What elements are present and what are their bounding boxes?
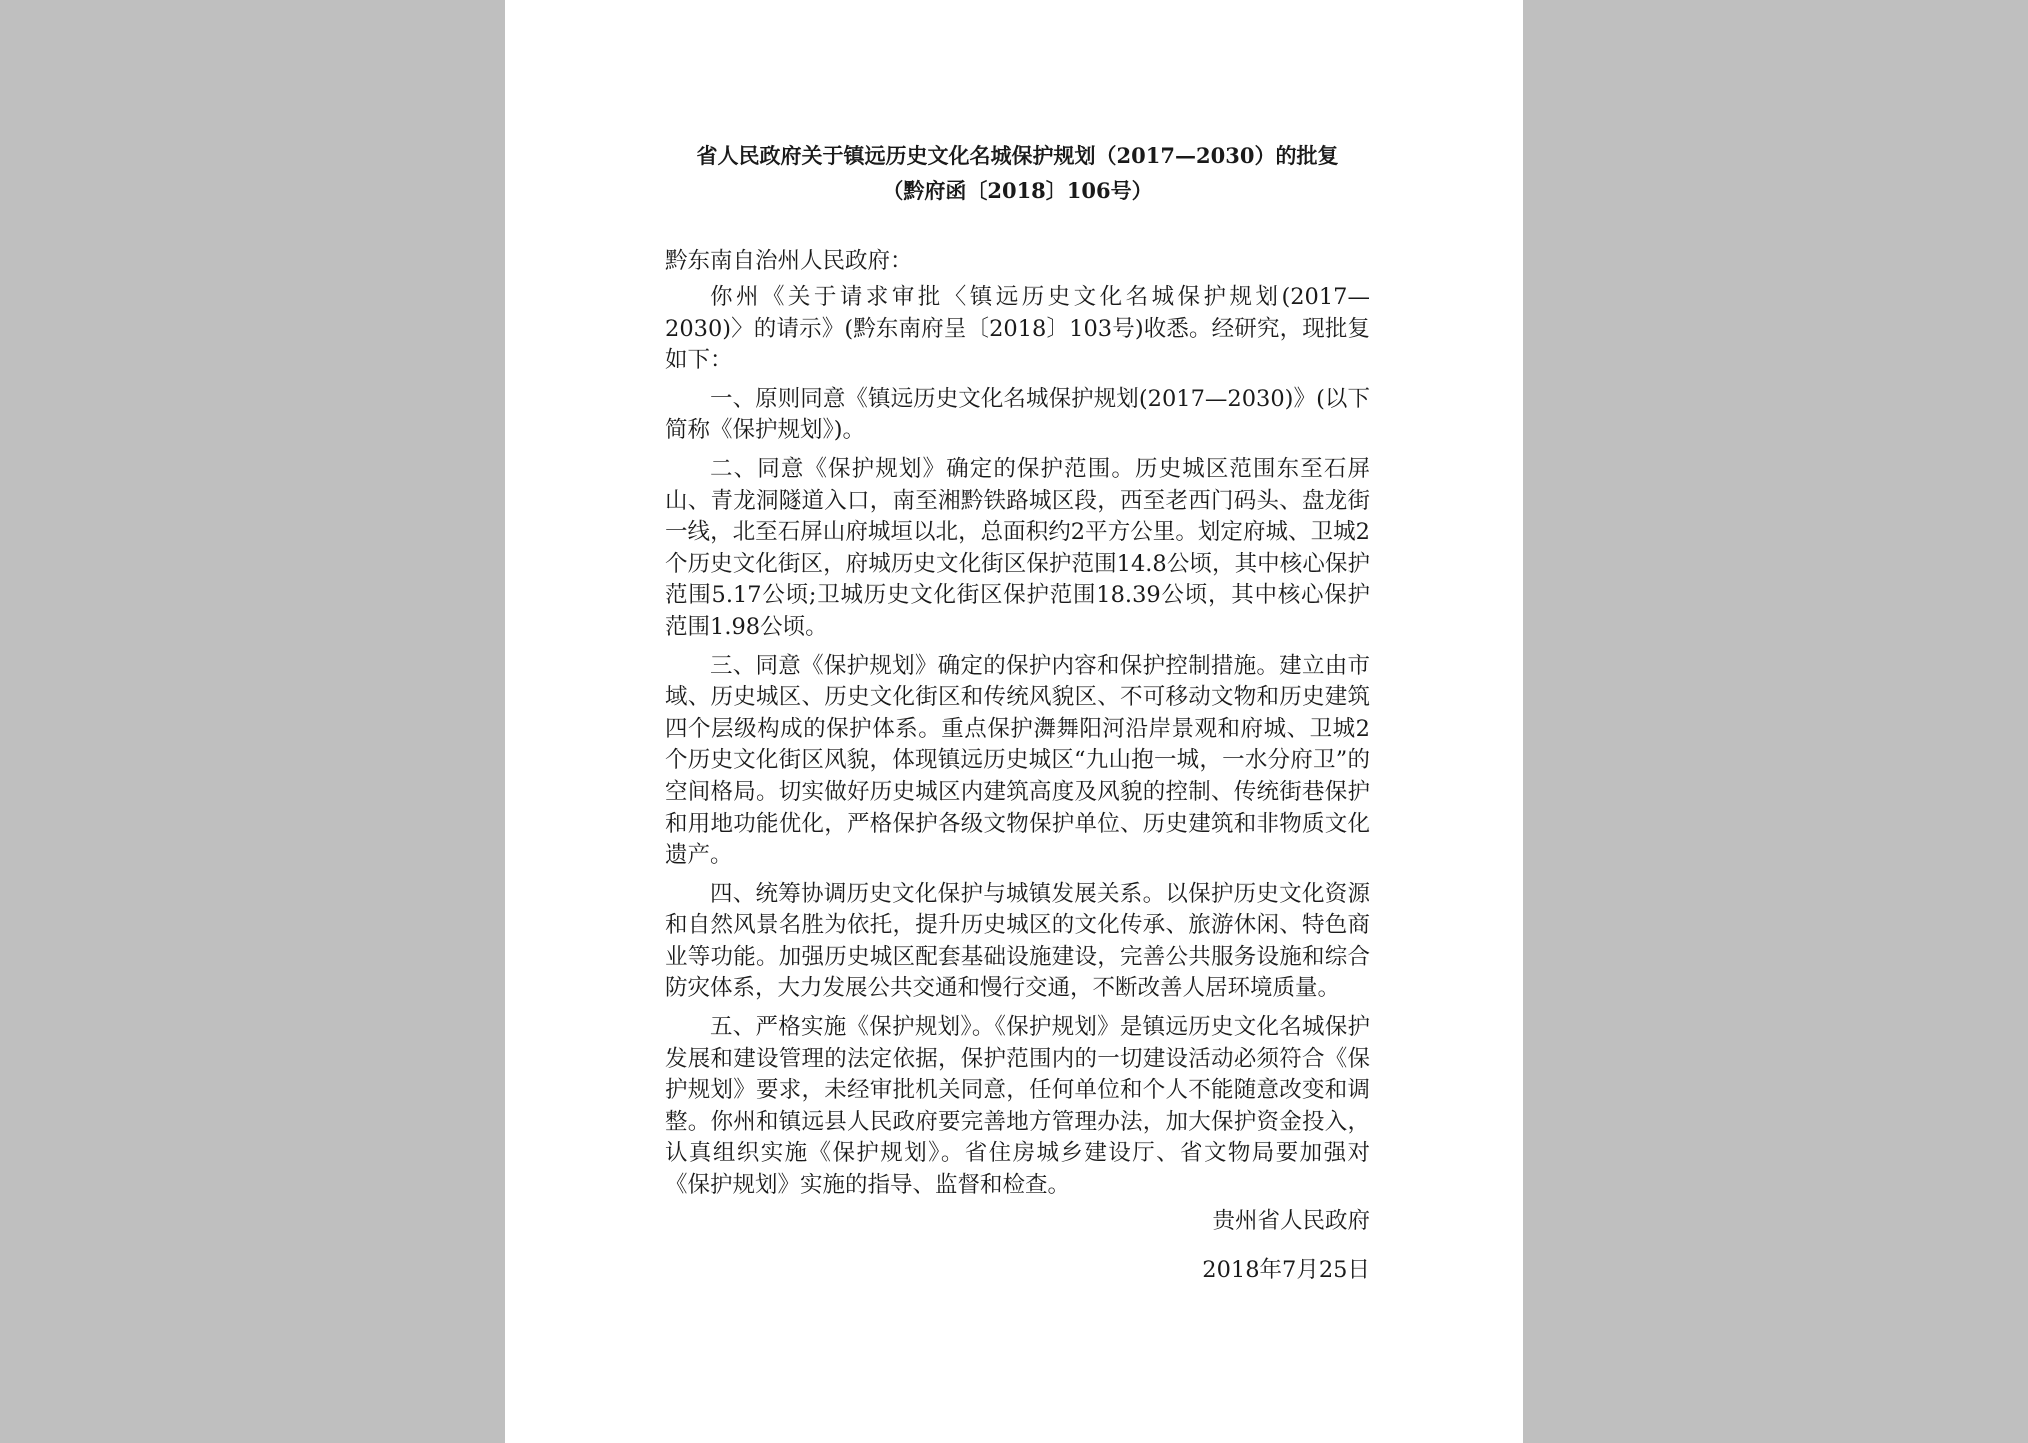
paragraph-intro: 你州《关于请求审批〈镇远历史文化名城保护规划(2017—2030)〉的请示》(黔东南府呈〔2018〕103号)收悉。经研究，现批复如下： — [665, 284, 1370, 374]
paragraph-item-5: 五、严格实施《保护规划》。《保护规划》是镇远历史文化名城保护发展和建设管理的法定依据，保护范围内的一切建设活动必须符合《保护规划》要求，未经审批机关同意，任何单位和个人不能随意改变和调整。你州和镇远县人民政府要完善地方管理办法，加大保护资金投入，认真组织实施《保护规划》。省住房城乡建设厅、省文物局要加强对《保护规划》实施的指导、监督和检查。 — [665, 1014, 1370, 1199]
signature-date: 2018年7月25日 — [1202, 1256, 1370, 1283]
paragraph-item-1: 一、原则同意《镇远历史文化名城保护规划(2017—2030)》(以下简称《保护规划》)。 — [665, 385, 1370, 444]
paragraph-item-2: 二、同意《保护规划》确定的保护范围。历史城区范围东至石屏山、青龙洞隧道入口，南至湘黔铁路城区段，西至老西门码头、盘龙街一线，北至石屏山府城垣以北，总面积约2平方公里。划定府城、卫城2个历史文化街区，府城历史文化街区保护范围14.8公顷，其中核心保护范围5.17公顷;卫城历史文化街区保护范围18.39公顷，其中核心保护范围1.98公顷。 — [665, 455, 1370, 640]
signature-organization: 贵州省人民政府 — [1212, 1207, 1370, 1234]
document-body — [665, 138, 1370, 1286]
paragraph-item-4: 四、统筹协调历史文化保护与城镇发展关系。以保护历史文化资源和自然风景名胜为依托，提升历史城区的文化传承、旅游休闲、特色商业等功能。加强历史城区配套基础设施建设，完善公共服务设施和综合防灾体系，大力发展公共交通和慢行交通，不断改善人居环境质量。 — [665, 880, 1370, 1002]
document-page — [505, 0, 1523, 1443]
paragraph-item-3: 三、同意《保护规划》确定的保护内容和保护控制措施。建立由市域、历史城区、历史文化街区和传统风貌区、不可移动文物和历史建筑四个层级构成的保护体系。重点保护㵲舞阳河沿岸景观和府城、卫城2个历史文化街区风貌，体现镇远历史城区“九山抱一城，一水分府卫”的空间格局。切实做好历史城区内建筑高度及风貌的控制、传统街巷保护和用地功能优化，严格保护各级文物保护单位、历史建筑和非物质文化遗产。 — [665, 652, 1370, 869]
title-line-2: （黔府函〔2018〕106号） — [882, 178, 1153, 203]
title-line-1: 省人民政府关于镇远历史文化名城保护规划（2017—2030）的批复 — [696, 143, 1339, 168]
document-title — [665, 138, 1370, 208]
addressee: 黔东南自治州人民政府： — [665, 248, 913, 274]
